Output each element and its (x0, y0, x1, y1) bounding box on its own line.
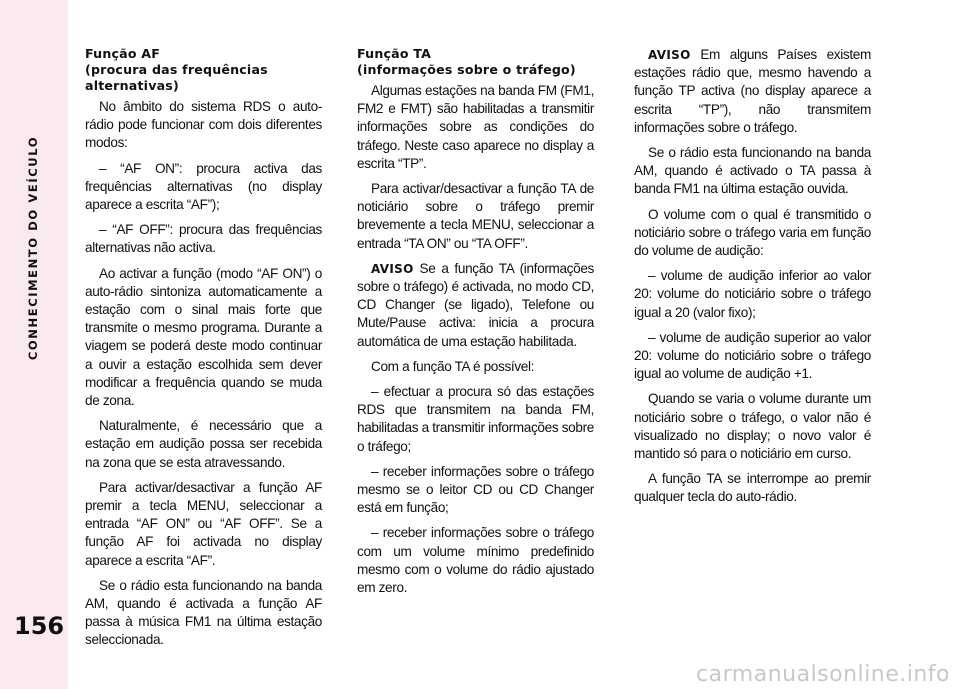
column-notes (634, 46, 871, 514)
aviso-text: Se a função TA (informações sobre o tráfego) é activada, no modo CD, CD Changer (se ligado), Telefone ou Mute/Pause activa: inicia a procura automática de uma estação habilitada. (357, 260, 594, 349)
paragraph: – volume de audição inferior ao valor 20: volume do noticiário sobre o tráfego igual a 20 (valor fixo); (634, 268, 871, 320)
paragraph: A função TA se interrompe ao premir qualquer tecla do auto-rádio. (634, 471, 871, 505)
section-title-container (18, 58, 48, 438)
paragraph: Naturalmente, é necessário que a estação em audição possa ser recebida na zona que se esta atravessando. (85, 418, 322, 470)
paragraph: – “AF OFF”: procura das frequências alternativas não activa. (85, 222, 322, 256)
heading-af (85, 46, 322, 94)
section-title: CONHECIMENTO DO VEÍCULO (26, 135, 41, 361)
aviso-label: AVISO (648, 48, 691, 62)
paragraph: Ao activar a função (modo “AF ON”) o auto-rádio sintoniza automaticamente a estação com o sinal mais forte que transmite o mesmo programa. Durante a viagem se poderá deste modo continuar a ouvir a estação escolhida sem dever modificar a frequência quando se muda de zona. (85, 265, 322, 409)
aviso-label: AVISO (371, 261, 414, 276)
paragraph: – receber informações sobre o tráfego com um volume mínimo predefinido mesmo com o volume do rádio ajustado em zero. (357, 525, 594, 596)
paragraph: – efectuar a procura só das estações RDS que transmitem na banda FM, habilitadas a transmitir informações sobre o tráfego; (357, 384, 594, 454)
paragraph: Quando se varia o volume durante um noticiário sobre o tráfego, o valor não é visualizado no display; o novo valor é mantido só para o noticiário em curso. (634, 391, 871, 462)
aviso-paragraph (357, 260, 594, 351)
aviso-paragraph (634, 46, 871, 137)
heading-line: (procura das frequências (85, 62, 268, 77)
paragraph: Se o rádio esta funcionando na banda AM, quando é activado o TA passa à banda FM1 na última estação ouvida. (634, 145, 871, 197)
heading-ta (357, 46, 594, 78)
paragraph: – “AF ON”: procura activa das frequências alternativas (no display aparece a escrita “AF”); (85, 160, 322, 213)
paragraph: Para activar/desactivar a função AF premir a tecla MENU, seleccionar a entrada “AF ON” ou “AF OFF”. Se a função AF foi activada no display aparece a escrita “AF”. (85, 479, 322, 568)
paragraph: No âmbito do sistema RDS o auto-rádio pode funcionar com dois diferentes modos: (85, 99, 322, 151)
heading-line: alternativas) (85, 78, 179, 93)
paragraph: Para activar/desactivar a função TA de noticiário sobre o tráfego premir brevemente a tecla MENU, seleccionar a entrada “TA ON” ou “TA OFF”. (357, 181, 594, 251)
heading-line: (informações sobre o tráfego) (357, 62, 576, 77)
paragraph: O volume com o qual é transmitido o noticiário sobre o tráfego varia em função do volume de audição: (634, 206, 871, 259)
paragraph: Algumas estações na banda FM (FM1, FM2 e FMT) são habilitadas a transmitir informações sobre as condições do tráfego. Neste caso aparece no display a escrita “TP”. (357, 83, 594, 171)
column-af (85, 46, 322, 657)
paragraph: – receber informações sobre o tráfego mesmo se o leitor CD ou CD Changer está em função; (357, 463, 594, 516)
column-ta (357, 46, 594, 604)
paragraph: Se o rádio esta funcionando na banda AM, quando é activada a função AF passa à música FM1 na última estação seleccionada. (85, 577, 322, 648)
heading-line: Função AF (85, 46, 161, 61)
heading-line: Função TA (357, 46, 432, 61)
watermark: carmanualsonline.info (696, 662, 950, 687)
paragraph: – volume de audição superior ao valor 20: volume do noticiário sobre o tráfego igual ao volume de audição +1. (634, 329, 871, 382)
page-number: 156 (14, 612, 65, 640)
paragraph: Com a função TA é possível: (371, 358, 535, 374)
sidebar (0, 0, 68, 689)
aviso-text: Em alguns Países existem estações rádio que, mesmo havendo a função TP activa (no display aparece a escrita “TP”), não transmitem informações sobre o tráfego. (634, 47, 871, 135)
